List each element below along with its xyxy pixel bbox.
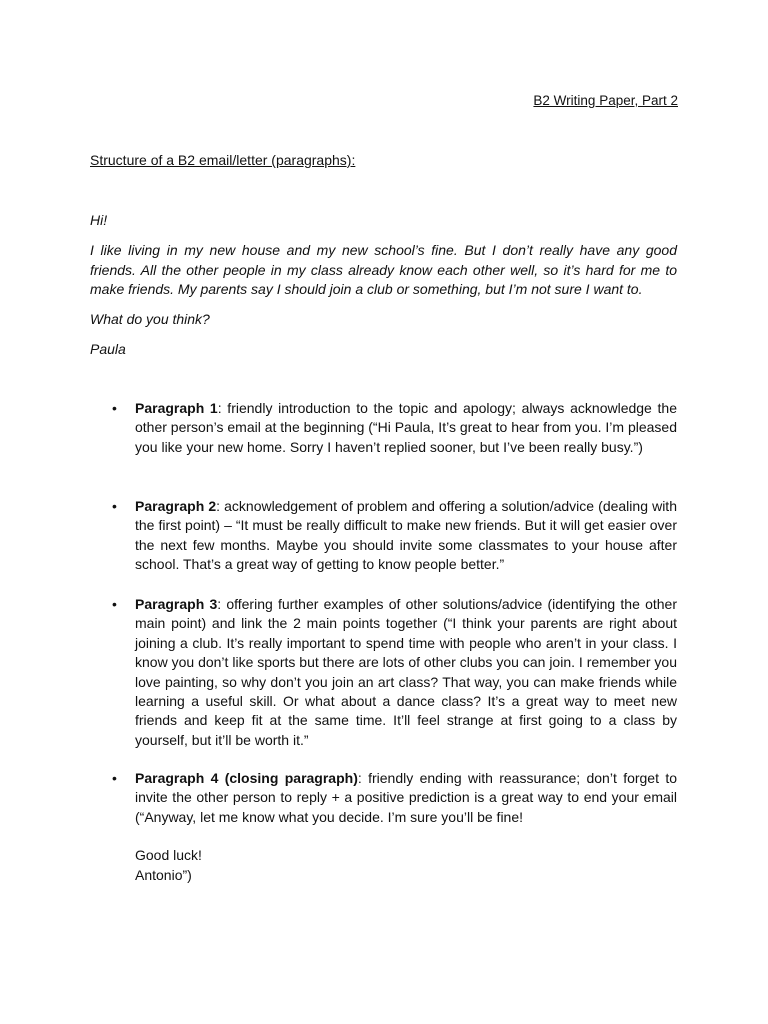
paragraph-description: : acknowledgement of problem and offering a solution/advice (dealing with the first point) – “It must be really difficult to make new friends. But it will get easier over the next few months. Maybe you should invite some classmates to your house after school. That’s a great way of getting to know people better.” — [135, 498, 677, 573]
paragraph-item-text — [135, 497, 677, 575]
document-title: Structure of a B2 email/letter (paragraphs): — [90, 152, 356, 168]
paragraph-description: : friendly introduction to the topic and apology; always acknowledge the other person’s email at the beginning (“Hi Paula, It’s great to hear from you. I’m pleased you like your new home. Sorry I haven’t replied sooner, but I’ve been really busy.”) — [135, 400, 677, 455]
closing-line: Good luck! — [135, 847, 202, 864]
sample-email — [90, 211, 677, 370]
email-body: I like living in my new house and my new school’s fine. But I don’t really have any good friends. All the other people in my class already know each other well, so it’s hard for me to make friends. My parents say I should join a club or something, but I’m not sure I want to. — [90, 242, 677, 297]
paragraph-label: Paragraph 1 — [135, 400, 218, 416]
closing-signoff — [135, 846, 677, 885]
bullet-icon: • — [112, 596, 117, 612]
paragraph-item-1 — [90, 399, 677, 457]
bullet-icon: • — [112, 498, 117, 514]
paragraph-label: Paragraph 3 — [135, 596, 218, 612]
paper-label: B2 Writing Paper, Part 2 — [533, 93, 678, 108]
bullet-icon: • — [112, 400, 117, 416]
paragraph-item-text — [135, 769, 677, 827]
paragraph-label: Paragraph 4 (closing paragraph) — [135, 770, 358, 786]
paragraph-item-text — [135, 399, 677, 457]
closing-name: Antonio”) — [135, 866, 192, 883]
paragraph-label: Paragraph 2 — [135, 498, 217, 514]
paragraph-item-4 — [90, 769, 677, 885]
paragraph-item-2 — [90, 497, 677, 575]
paragraph-item-text — [135, 595, 677, 750]
paragraph-description: : friendly ending with reassurance; don’t forget to invite the other person to reply + a positive prediction is a great way to end your email (“Anyway, let me know what you decide. I’m sure you’ll be fine! — [135, 770, 678, 825]
email-question: What do you think? — [90, 311, 210, 327]
bullet-icon: • — [112, 770, 117, 786]
email-greeting: Hi! — [90, 212, 108, 228]
email-signature: Paula — [90, 341, 126, 357]
paragraph-item-3 — [90, 595, 677, 750]
paragraph-description: : offering further examples of other solutions/advice (identifying the other main point) and link the 2 main points together (“I think your parents are right about joining a club. It’s really important to spend time with people who aren’t in your class. I know you don’t like sports but there are lots of other clubs you can join. I remember you love painting, so why don’t you join an art class? That way, you can make friends while learning a useful skill. Or what about a dance class? It’s a great way to meet new friends and keep fit at the same time. It’ll feel strange at first going to a class by yourself, but it’ll be worth it.” — [135, 596, 677, 748]
